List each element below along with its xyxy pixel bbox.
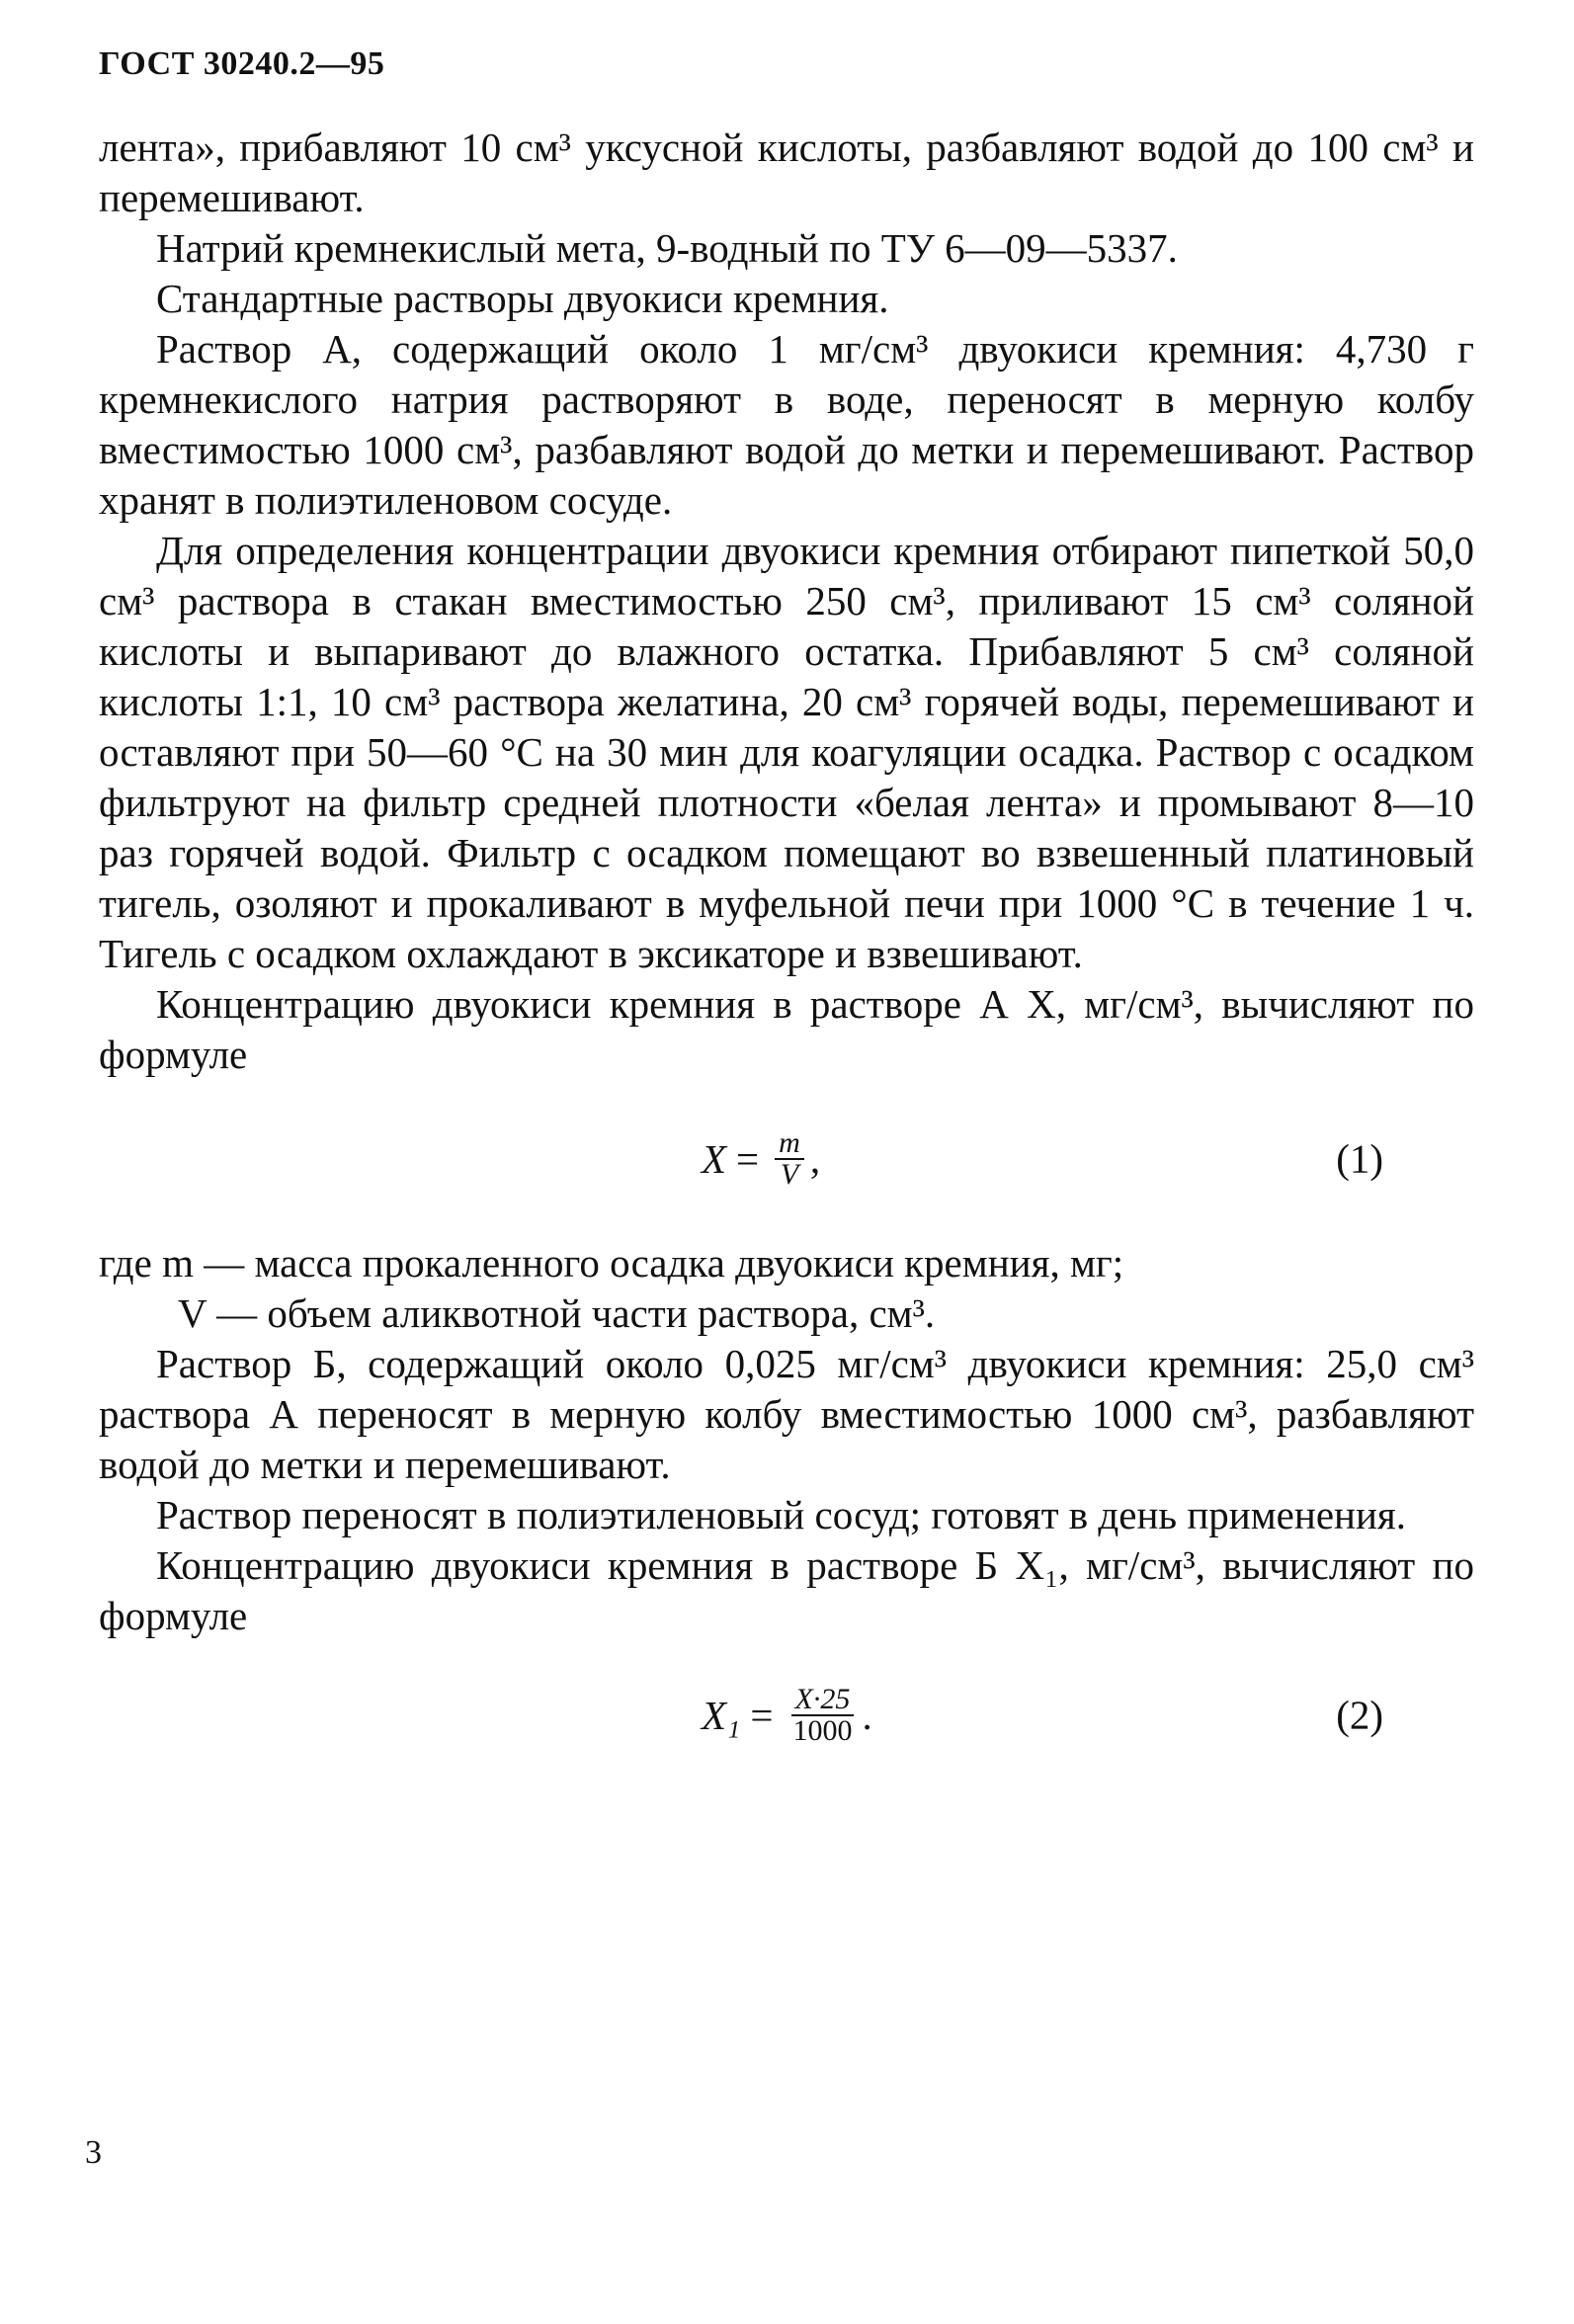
- formula-2-denominator: 1000: [792, 1714, 853, 1747]
- formula-1-lhs: X: [702, 1135, 727, 1182]
- formula-2-row: [99, 1641, 1474, 1789]
- formula-2-fraction: [788, 1685, 856, 1746]
- definition-m: где m — масса прокаленного осадка двуокиси кремния, мг;: [99, 1240, 1124, 1286]
- paragraph-9: Концентрацию двуокиси кремния в растворе Б X₁, мг/см³, вычисляют по формуле: [99, 1542, 1474, 1638]
- formula-1-row: [99, 1080, 1474, 1238]
- paragraph-8: Раствор переносят в полиэтиленовый сосуд; готовят в день применения.: [156, 1492, 1407, 1537]
- formula-2-lhs: X₁: [702, 1692, 741, 1738]
- document-body: [99, 123, 1474, 1789]
- formula-2: [702, 1685, 872, 1746]
- formula-2-equals: =: [750, 1692, 774, 1738]
- paragraph-1: лента», прибавляют 10 см³ уксусной кислоты, разбавляют водой до 100 см³ и перемешивают.: [99, 124, 1474, 220]
- paragraph-5: Для определения концентрации двуокиси кремния отбирают пипеткой 50,0 см³ раствора в стакан вместимостью 250 см³, приливают 15 см³ соляной кислоты и выпаривают до влажного остатка. Прибавляют 5 см³ соляной кислоты 1:1, 10 см³ раствора желатина, 20 см³ горячей воды, перемешивают и оставляют при 50—60 °С на 30 мин для коагуляции осадка. Раствор с осадком фильтруют на фильтр средней плотности «белая лента» и промывают 8—10 раз горячей водой. Фильтр с осадком помещают во взвешенный платиновый тигель, озоляют и прокаливают в муфельной печи при 1000 °С в течение 1 ч. Тигель с осадком охлаждают в эксикаторе и взвешивают.: [99, 528, 1474, 976]
- formula-2-tail: .: [862, 1692, 872, 1738]
- paragraph-7: Раствор Б, содержащий около 0,025 мг/см³ двуокиси кремния: 25,0 см³ раствора А переносят в мерную колбу вместимостью 1000 см³, разбавляют водой до метки и перемешивают.: [99, 1341, 1474, 1487]
- formula-1-denominator: V: [780, 1158, 799, 1191]
- formula-1-number: (1): [1336, 1135, 1383, 1182]
- formula-2-numerator: X·25: [791, 1685, 855, 1716]
- formula-1-tail: ,: [809, 1135, 821, 1182]
- paragraph-6: Концентрацию двуокиси кремния в растворе А X, мг/см³, вычисляют по формуле: [99, 981, 1474, 1077]
- definitions: [99, 1238, 1474, 1339]
- formula-1-fraction: [775, 1128, 804, 1190]
- formula-2-number: (2): [1336, 1692, 1383, 1738]
- definition-v: V — объем аликвотной части раствора, см³.: [178, 1290, 936, 1336]
- formula-1: [702, 1128, 820, 1190]
- formula-1-numerator: m: [775, 1128, 804, 1160]
- document-header: ГОСТ 30240.2—95: [99, 45, 385, 82]
- paragraph-4: Раствор А, содержащий около 1 мг/см³ двуокиси кремния: 4,730 г кремнекислого натрия растворяют в воде, переносят в мерную колбу вместимостью 1000 см³, разбавляют водой до метки и перемешивают. Раствор хранят в полиэтиленовом сосуде.: [99, 326, 1474, 523]
- paragraph-3: Стандартные растворы двуокиси кремния.: [156, 276, 889, 321]
- paragraph-2: Натрий кремнекислый мета, 9-водный по ТУ 6—09—5337.: [156, 225, 1178, 271]
- formula-1-equals: =: [736, 1135, 760, 1182]
- page-number: 3: [85, 2134, 102, 2171]
